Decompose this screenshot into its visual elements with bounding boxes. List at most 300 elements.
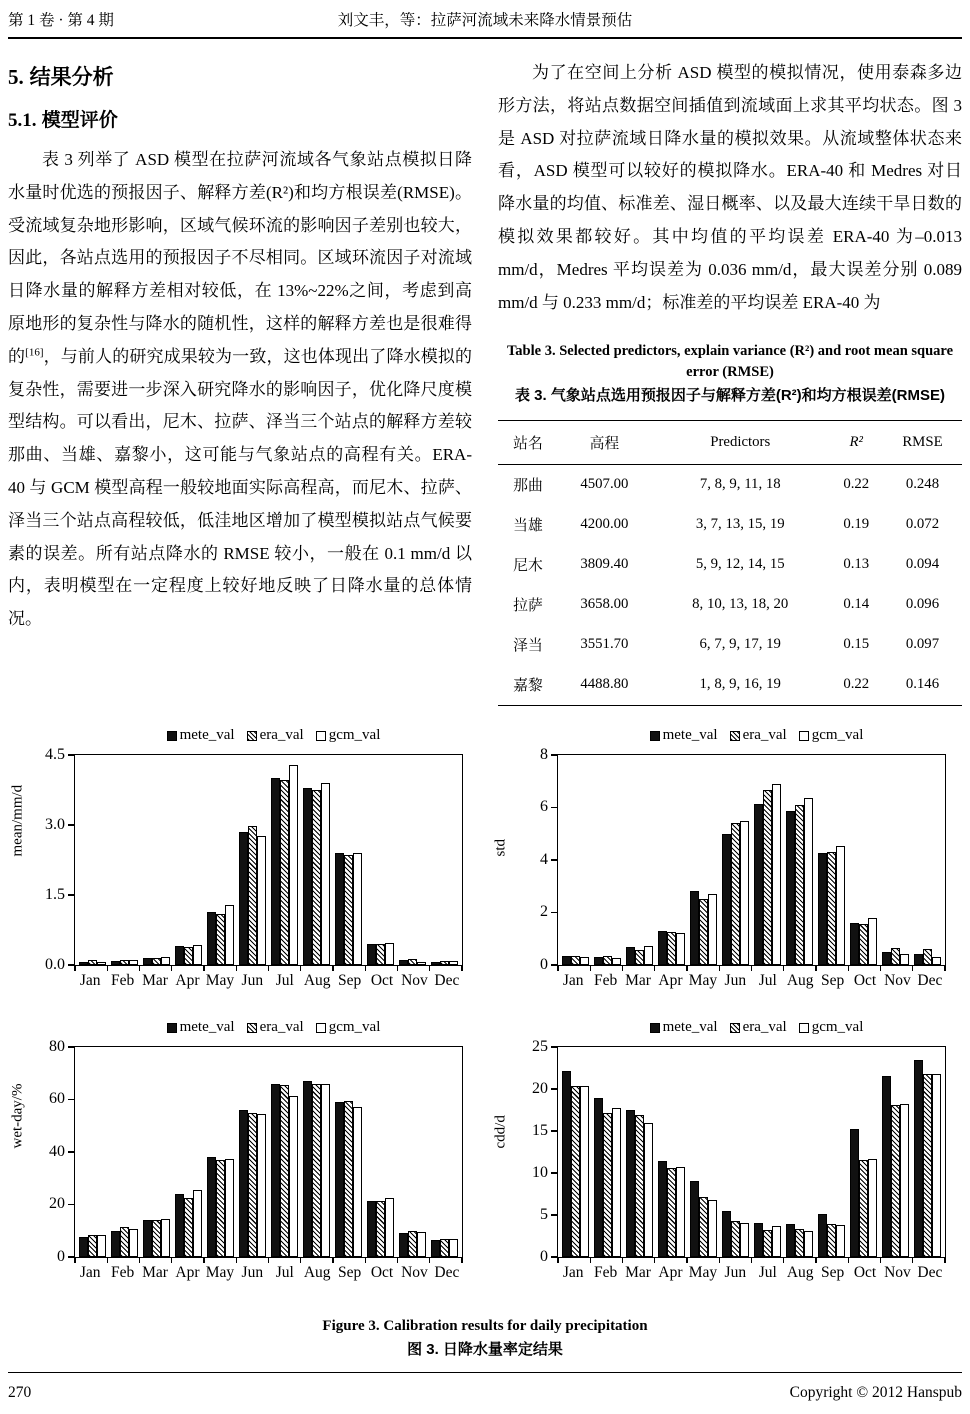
bar-groups xyxy=(558,1047,945,1257)
bar-mete_val-Nov xyxy=(882,1076,891,1257)
bar-gcm_val-Sep xyxy=(836,846,845,965)
legend-swatch-mete_val xyxy=(167,1023,177,1033)
chart-cdd xyxy=(493,1016,960,1304)
bar-era_val-Sep xyxy=(827,852,836,965)
x-tick xyxy=(268,1257,269,1263)
bar-gcm_val-Aug xyxy=(804,798,813,965)
y-tick xyxy=(551,1046,558,1047)
bar-group-Dec xyxy=(429,1239,461,1257)
right-column xyxy=(498,55,962,706)
bar-mete_val-Mar xyxy=(143,1220,152,1257)
bar-group-Jun xyxy=(236,1110,268,1257)
bar-era_val-Dec xyxy=(440,961,449,965)
bar-mete_val-Mar xyxy=(626,1110,635,1257)
y-axis-label-wrap xyxy=(9,784,26,857)
x-tick xyxy=(751,965,752,971)
x-axis-label-May: May xyxy=(205,971,235,989)
bar-mete_val-Sep xyxy=(335,1102,344,1257)
bar-mete_val-Feb xyxy=(594,957,603,965)
x-tick xyxy=(429,965,430,971)
left-paragraph xyxy=(8,144,472,636)
bar-gcm_val-Oct xyxy=(868,1159,877,1257)
bar-group-May xyxy=(687,1181,719,1257)
x-axis-label-Jun: Jun xyxy=(241,1263,264,1281)
bar-era_val-Jun xyxy=(731,823,740,965)
table-column-header: Predictors xyxy=(651,420,830,464)
bar-gcm_val-Mar xyxy=(644,946,653,965)
chart-legend xyxy=(70,724,477,748)
x-axis-label-Jul: Jul xyxy=(275,1263,294,1281)
bar-group-Dec xyxy=(912,949,944,965)
bar-gcm_val-Nov xyxy=(900,954,909,965)
x-tick xyxy=(944,1257,945,1263)
bar-group-Mar xyxy=(623,1110,655,1257)
x-axis-label-Mar: Mar xyxy=(625,1263,651,1281)
bar-mete_val-Oct xyxy=(850,923,859,965)
bar-gcm_val-Apr xyxy=(193,945,202,965)
table-cell: 0.146 xyxy=(905,676,940,693)
x-axis-label-Dec: Dec xyxy=(434,1263,460,1281)
bar-group-Apr xyxy=(172,945,204,965)
bar-era_val-Jun xyxy=(731,1221,740,1257)
y-tick-label: 2 xyxy=(540,903,548,921)
bar-era_val-Aug xyxy=(795,805,804,965)
bar-group-Jun xyxy=(236,826,268,965)
table-cell: 0.097 xyxy=(905,636,940,653)
x-tick xyxy=(880,965,881,971)
bar-group-Aug xyxy=(784,1224,816,1257)
bar-era_val-Apr xyxy=(667,932,676,965)
bar-gcm_val-Dec xyxy=(449,961,458,965)
table-cell: 4200.00 xyxy=(580,516,629,533)
bar-group-Apr xyxy=(172,1190,204,1257)
bar-gcm_val-Dec xyxy=(932,957,941,965)
bar-gcm_val-Feb xyxy=(612,958,621,965)
legend-swatch-era_val xyxy=(730,1023,740,1033)
x-tick xyxy=(461,1257,462,1263)
bar-era_val-Feb xyxy=(120,1227,129,1257)
bar-groups xyxy=(558,755,945,965)
x-tick xyxy=(461,965,462,971)
y-tick-label: 5 xyxy=(540,1205,548,1223)
bar-mete_val-Jun xyxy=(722,834,731,965)
bar-gcm_val-Feb xyxy=(129,1229,138,1257)
copyright-text: Copyright © 2012 Hanspub xyxy=(789,1384,962,1401)
legend-swatch-era_val xyxy=(247,731,257,741)
x-axis-label-Mar: Mar xyxy=(142,1263,168,1281)
bar-gcm_val-Dec xyxy=(932,1074,941,1257)
page-number: 270 xyxy=(8,1384,32,1401)
legend-item xyxy=(247,727,304,744)
legend-label: gcm_val xyxy=(811,1019,864,1036)
y-tick-label: 1.5 xyxy=(45,885,65,903)
x-tick xyxy=(590,965,591,971)
bar-era_val-Sep xyxy=(344,855,353,965)
legend-item xyxy=(730,727,787,744)
bar-gcm_val-Jan xyxy=(97,1235,106,1257)
citation-ref: [16] xyxy=(25,346,44,359)
table-cell: 0.072 xyxy=(905,516,940,533)
bar-mete_val-Jul xyxy=(754,804,763,965)
bar-gcm_val-Oct xyxy=(385,943,394,965)
bar-gcm_val-Sep xyxy=(353,1107,362,1257)
bar-era_val-Aug xyxy=(312,1084,321,1257)
x-tick xyxy=(139,965,140,971)
x-axis-label-Mar: Mar xyxy=(142,971,168,989)
legend-label: mete_val xyxy=(179,1019,235,1036)
legend-item xyxy=(167,727,235,744)
x-tick xyxy=(880,1257,881,1263)
y-tick-label: 25 xyxy=(532,1037,548,1055)
bar-era_val-Nov xyxy=(408,959,417,965)
legend-label: gcm_val xyxy=(328,727,381,744)
chart-body xyxy=(9,1037,477,1292)
y-axis-label: std xyxy=(492,838,509,857)
bar-mete_val-Apr xyxy=(658,1161,667,1257)
x-axis-label-Aug: Aug xyxy=(786,971,814,989)
x-tick xyxy=(783,965,784,971)
chart-legend xyxy=(553,1016,960,1040)
y-axis-label-wrap xyxy=(9,1083,26,1149)
x-axis-label-Jul: Jul xyxy=(758,971,777,989)
bar-gcm_val-May xyxy=(708,894,717,965)
x-axis-label-Dec: Dec xyxy=(917,971,943,989)
table-cell: 3658.00 xyxy=(580,596,629,613)
bar-group-Jul xyxy=(751,1223,783,1257)
bar-gcm_val-Sep xyxy=(353,853,362,965)
table-cell: 那曲 xyxy=(513,478,543,495)
bar-gcm_val-Aug xyxy=(804,1231,813,1257)
table-cell: 0.096 xyxy=(905,596,940,613)
bar-mete_val-Jun xyxy=(239,1110,248,1257)
x-axis-label-May: May xyxy=(688,971,718,989)
x-tick xyxy=(365,965,366,971)
bar-era_val-Jul xyxy=(763,1230,772,1257)
bar-group-Oct xyxy=(848,918,880,965)
x-axis-label-Aug: Aug xyxy=(303,1263,331,1281)
bar-group-Jul xyxy=(268,765,300,965)
x-tick xyxy=(815,965,816,971)
table-cell: 0.14 xyxy=(843,596,870,613)
x-axis-label-Apr: Apr xyxy=(658,971,683,989)
y-tick-label: 4 xyxy=(540,850,548,868)
x-tick xyxy=(654,1257,655,1263)
page-footer xyxy=(8,1372,962,1402)
page-header xyxy=(8,6,962,39)
x-tick xyxy=(203,1257,204,1263)
bar-era_val-Jan xyxy=(571,1086,580,1257)
bar-group-Apr xyxy=(655,931,687,965)
bar-mete_val-Mar xyxy=(626,947,635,965)
y-tick xyxy=(551,754,558,755)
bar-group-Sep xyxy=(333,1101,365,1257)
x-tick xyxy=(557,965,558,971)
bar-mete_val-Jul xyxy=(271,1084,280,1257)
y-tick xyxy=(551,912,558,913)
bar-mete_val-Jan xyxy=(562,956,571,965)
x-tick xyxy=(944,965,945,971)
bar-mete_val-Sep xyxy=(818,853,827,965)
legend-item xyxy=(316,727,381,744)
bar-era_val-Jan xyxy=(88,1235,97,1257)
bar-group-Feb xyxy=(108,960,140,965)
x-axis-label-Jun: Jun xyxy=(724,1263,747,1281)
bar-era_val-Dec xyxy=(440,1239,449,1257)
bar-groups xyxy=(75,755,462,965)
legend-item xyxy=(799,727,864,744)
bar-era_val-Aug xyxy=(795,1229,804,1257)
bar-gcm_val-Jul xyxy=(289,765,298,965)
table-caption-zh: 表 3. 气象站点选用预报因子与解释方差(R²)和均方根误差(RMSE) xyxy=(515,387,945,405)
x-axis-label-Feb: Feb xyxy=(594,1263,618,1281)
table-cell: 3809.40 xyxy=(580,556,629,573)
x-axis-label-Apr: Apr xyxy=(175,1263,200,1281)
y-tick-label: 80 xyxy=(49,1037,65,1055)
bar-gcm_val-Oct xyxy=(385,1198,394,1257)
bar-gcm_val-Mar xyxy=(644,1123,653,1257)
bar-gcm_val-May xyxy=(225,1159,234,1257)
x-tick xyxy=(557,1257,558,1263)
x-axis-labels xyxy=(557,1264,946,1282)
section-title: 结果分析 xyxy=(29,66,114,89)
x-tick xyxy=(397,1257,398,1263)
bar-era_val-May xyxy=(216,914,225,965)
bar-group-Sep xyxy=(333,853,365,965)
bar-mete_val-Aug xyxy=(786,1224,795,1257)
bar-era_val-Oct xyxy=(376,1201,385,1257)
bar-group-Jan xyxy=(559,956,591,965)
bar-era_val-Oct xyxy=(859,1160,868,1257)
bar-era_val-Jan xyxy=(88,960,97,965)
table-cell: 5, 9, 12, 14, 15 xyxy=(695,556,785,573)
bar-era_val-May xyxy=(699,1197,708,1257)
legend-item xyxy=(247,1019,304,1036)
x-axis-label-Nov: Nov xyxy=(401,1263,428,1281)
bar-gcm_val-Jun xyxy=(257,1114,266,1257)
y-tick-label: 6 xyxy=(540,798,548,816)
x-axis-label-Aug: Aug xyxy=(303,971,331,989)
x-axis-label-Jun: Jun xyxy=(724,971,747,989)
bar-era_val-Dec xyxy=(923,1074,932,1257)
y-tick-label: 0 xyxy=(540,955,548,973)
table-cell: 嘉黎 xyxy=(513,678,543,695)
bar-gcm_val-Nov xyxy=(417,1232,426,1257)
legend-label: era_val xyxy=(259,727,304,744)
bar-mete_val-Dec xyxy=(914,1060,923,1257)
bar-gcm_val-Aug xyxy=(321,1084,330,1257)
x-axis-label-Nov: Nov xyxy=(401,971,428,989)
x-axis-label-Sep: Sep xyxy=(820,971,845,989)
bar-era_val-Dec xyxy=(923,949,932,965)
chart-legend xyxy=(70,1016,477,1040)
legend-swatch-gcm_val xyxy=(316,1023,326,1033)
bar-gcm_val-May xyxy=(225,905,234,965)
x-tick xyxy=(300,965,301,971)
bar-era_val-Oct xyxy=(376,944,385,965)
table-cell: 0.22 xyxy=(843,476,870,493)
plot-area xyxy=(540,745,946,973)
bar-era_val-Nov xyxy=(408,1231,417,1257)
y-tick xyxy=(551,1214,558,1215)
bar-gcm_val-Nov xyxy=(417,962,426,965)
bar-mete_val-May xyxy=(690,891,699,965)
bar-gcm_val-Apr xyxy=(676,933,685,965)
bar-mete_val-Apr xyxy=(658,931,667,965)
y-tick xyxy=(68,1046,75,1047)
y-tick xyxy=(551,807,558,808)
bar-era_val-Nov xyxy=(891,948,900,965)
y-tick-label: 3.0 xyxy=(45,815,65,833)
bar-group-May xyxy=(204,905,236,965)
table-cell: 6, 7, 9, 17, 19 xyxy=(699,636,781,653)
x-axis-label-Jan: Jan xyxy=(562,971,584,989)
x-tick xyxy=(686,1257,687,1263)
figure-caption-en: Figure 3. Calibration results for daily precipitation xyxy=(322,1317,648,1334)
x-axis-label-Dec: Dec xyxy=(917,1263,943,1281)
legend-swatch-mete_val xyxy=(650,1023,660,1033)
bar-gcm_val-Jan xyxy=(580,957,589,965)
bar-era_val-Jun xyxy=(248,826,257,965)
chart-legend xyxy=(553,724,960,748)
bar-gcm_val-Oct xyxy=(868,918,877,965)
x-axis-label-Jan: Jan xyxy=(562,1263,584,1281)
predictors-table xyxy=(498,420,962,706)
x-axis-label-Jul: Jul xyxy=(275,971,294,989)
table-cell: 当雄 xyxy=(513,518,543,535)
bar-group-May xyxy=(204,1157,236,1257)
y-tick-label: 10 xyxy=(532,1163,548,1181)
bar-group-Feb xyxy=(591,1098,623,1257)
x-axis-label-Sep: Sep xyxy=(820,1263,845,1281)
legend-swatch-gcm_val xyxy=(799,731,809,741)
x-tick xyxy=(783,1257,784,1263)
x-axis-label-Feb: Feb xyxy=(111,1263,135,1281)
x-axis-label-Apr: Apr xyxy=(175,971,200,989)
legend-label: mete_val xyxy=(179,727,235,744)
bar-mete_val-Dec xyxy=(431,962,440,965)
y-tick xyxy=(551,1088,558,1089)
x-tick xyxy=(912,1257,913,1263)
bar-era_val-Mar xyxy=(635,950,644,965)
bar-mete_val-May xyxy=(207,1157,216,1257)
bar-mete_val-Nov xyxy=(399,960,408,965)
chart-body xyxy=(492,745,960,1000)
plot-area xyxy=(532,1037,946,1265)
bar-era_val-Jun xyxy=(248,1113,257,1257)
x-tick xyxy=(365,1257,366,1263)
bar-mete_val-Jan xyxy=(79,962,88,965)
bar-group-Jan xyxy=(76,1235,108,1257)
legend-swatch-era_val xyxy=(730,731,740,741)
legend-label: era_val xyxy=(259,1019,304,1036)
x-tick xyxy=(107,1257,108,1263)
bar-group-May xyxy=(687,891,719,965)
chart-body xyxy=(492,1037,960,1292)
table-cell: 0.15 xyxy=(843,636,870,653)
bar-group-Jun xyxy=(719,1211,751,1257)
x-tick xyxy=(397,965,398,971)
legend-swatch-gcm_val xyxy=(316,731,326,741)
table-row xyxy=(498,665,962,706)
x-axis-label-Apr: Apr xyxy=(658,1263,683,1281)
table-column-header: R² xyxy=(830,420,883,464)
bar-gcm_val-Aug xyxy=(321,783,330,965)
x-tick xyxy=(171,1257,172,1263)
bar-groups xyxy=(75,1047,462,1257)
x-tick xyxy=(236,1257,237,1263)
y-tick-label: 4.5 xyxy=(45,745,65,763)
table-row xyxy=(498,545,962,585)
table-cell: 0.13 xyxy=(843,556,870,573)
bar-mete_val-Nov xyxy=(399,1233,408,1257)
table-cell: 3551.70 xyxy=(580,636,629,653)
table-captions xyxy=(504,341,956,408)
x-tick xyxy=(139,1257,140,1263)
y-tick-label: 0 xyxy=(540,1247,548,1265)
x-axis-label-Aug: Aug xyxy=(786,1263,814,1281)
bar-era_val-Sep xyxy=(344,1101,353,1257)
table-cell: 4488.80 xyxy=(580,676,629,693)
y-axis-label: cdd/d xyxy=(492,1115,509,1149)
right-paragraph: 为了在空间上分析 ASD 模型的模拟情况，使用泰森多边形方法，将站点数据空间插值到流域面上求其平均状态。图 3 是 ASD 对拉萨流域日降水量的模拟效果。从流域整体状态来看，ASD 模型可以较好的模拟降水。ERA-40 和 Medres 对日降水量的均值、标准差、湿日概率、以及最大连续干旱日数的模拟效果都较好。其中均值的平均误差 ERA-40 为–0.013 mm/d，Medres 平均误差为 0.036 mm/d，最大误差分别 0.089 mm/d 与 0.233 mm/d；标准差的平均误差 ERA-40 为 xyxy=(498,63,962,312)
bar-group-Aug xyxy=(301,783,333,965)
table-cell: 0.248 xyxy=(905,476,940,493)
subsection-title: 模型评价 xyxy=(41,110,118,131)
x-tick xyxy=(107,965,108,971)
legend-label: mete_val xyxy=(662,1019,718,1036)
legend-item xyxy=(167,1019,235,1036)
y-tick xyxy=(68,1204,75,1205)
bar-mete_val-Jun xyxy=(239,832,248,965)
figure-charts xyxy=(10,724,960,1304)
legend-item xyxy=(316,1019,381,1036)
bar-gcm_val-Nov xyxy=(900,1104,909,1257)
bar-gcm_val-Dec xyxy=(449,1239,458,1257)
x-axis-label-Dec: Dec xyxy=(434,971,460,989)
x-axis-label-Oct: Oct xyxy=(370,971,394,989)
bar-era_val-Jul xyxy=(280,780,289,965)
table-column-header: 高程 xyxy=(558,420,651,464)
chart-wetday xyxy=(10,1016,477,1304)
bar-era_val-Mar xyxy=(152,958,161,965)
bar-gcm_val-Apr xyxy=(676,1167,685,1257)
x-tick xyxy=(719,965,720,971)
bar-group-Oct xyxy=(365,1198,397,1257)
bar-gcm_val-Jun xyxy=(257,836,266,965)
bar-era_val-Aug xyxy=(312,790,321,965)
y-tick-label: 40 xyxy=(49,1142,65,1160)
table-cell: 7, 8, 9, 11, 18 xyxy=(699,476,781,493)
x-tick xyxy=(332,965,333,971)
left-column xyxy=(8,55,472,706)
x-tick xyxy=(686,965,687,971)
bar-mete_val-Oct xyxy=(850,1129,859,1257)
x-tick xyxy=(300,1257,301,1263)
bar-group-Mar xyxy=(623,946,655,965)
legend-item xyxy=(730,1019,787,1036)
x-axis-label-Oct: Oct xyxy=(853,971,877,989)
bar-era_val-Oct xyxy=(859,924,868,965)
bar-era_val-May xyxy=(216,1160,225,1257)
x-axis-label-Sep: Sep xyxy=(337,971,362,989)
table-column-header: 站名 xyxy=(498,420,558,464)
bar-group-Mar xyxy=(140,957,172,965)
x-tick xyxy=(848,965,849,971)
bar-mete_val-Jan xyxy=(562,1071,571,1257)
x-tick xyxy=(751,1257,752,1263)
bar-group-Aug xyxy=(301,1081,333,1257)
bar-gcm_val-Mar xyxy=(161,957,170,965)
